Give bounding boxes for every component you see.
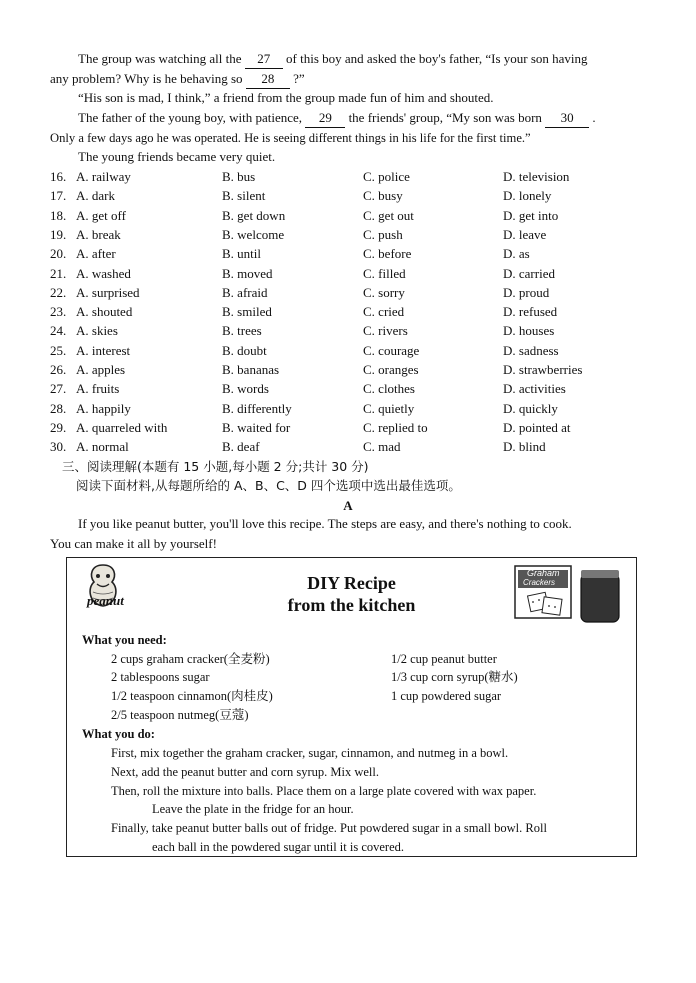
question-number: 25. — [50, 342, 67, 358]
question-number: 22. — [50, 284, 67, 300]
question-number: 21. — [50, 265, 67, 281]
option-d: D. pointed at — [503, 419, 571, 435]
option-d: D. quickly — [503, 400, 558, 416]
question-number: 24. — [50, 323, 67, 339]
question-row — [50, 206, 650, 225]
option-a: A. surprised — [76, 284, 140, 300]
option-d: D. sadness — [503, 342, 559, 358]
question-number: 19. — [50, 226, 67, 242]
question-row — [50, 360, 650, 379]
option-c: C. quietly — [363, 400, 415, 416]
option-c: C. filled — [363, 265, 406, 281]
section-title: 三、阅读理解(本题有 15 小题,每小题 2 分;共计 30 分) — [62, 459, 369, 474]
option-b: B. afraid — [222, 284, 268, 300]
story-line-4 — [78, 109, 678, 128]
option-d: D. as — [503, 246, 530, 262]
option-b: B. words — [222, 381, 269, 397]
story-line-3: “His son is mad, I think,” a friend from the group made fun of him and shouted. — [78, 90, 494, 105]
question-row — [50, 264, 650, 283]
question-row — [50, 437, 650, 456]
option-a: A. shouted — [76, 304, 133, 320]
option-a: A. fruits — [76, 381, 120, 397]
question-row — [50, 283, 650, 302]
question-number: 28. — [50, 400, 67, 416]
option-d: D. blind — [503, 439, 546, 455]
question-row — [50, 379, 650, 398]
question-number: 23. — [50, 304, 67, 320]
story-text: The group was watching all the — [78, 51, 242, 66]
option-d: D. television — [503, 169, 570, 184]
option-b: B. bananas — [222, 362, 280, 377]
option-b: B. waited for — [222, 419, 291, 435]
question-number: 18. — [50, 207, 67, 223]
option-c: C. replied to — [363, 419, 428, 435]
intro-line-2: You can make it all by yourself! — [50, 536, 217, 551]
intro-line-1: If you like peanut butter, you'll love this recipe. The steps are easy, and there's nothing to cook. — [78, 516, 572, 531]
story-text: . — [592, 110, 596, 125]
story-text: of this boy and asked the boy's father, “Is your son having — [286, 51, 588, 66]
option-b: B. doubt — [222, 342, 267, 358]
option-d: D. strawberries — [503, 362, 583, 377]
option-a: A. skies — [76, 323, 118, 339]
question-row — [50, 244, 650, 263]
step-1: First, mix together the graham cracker, sugar, cinnamon, and nutmeg in a bowl. — [111, 746, 509, 760]
blank-27: 27 — [245, 50, 283, 69]
option-c: C. before — [363, 246, 412, 262]
need-right-3: 1 cup powdered sugar — [391, 689, 502, 703]
question-number: 20. — [50, 246, 67, 262]
peanut-label: peanut — [87, 593, 124, 608]
option-c: C. mad — [363, 439, 401, 455]
option-b: B. silent — [222, 188, 266, 204]
question-row — [50, 225, 650, 244]
recipe-title-2: from the kitchen — [287, 595, 416, 615]
option-d: D. carried — [503, 265, 555, 281]
story-text: The father of the young boy, with patience, — [78, 110, 303, 125]
need-left-2: 2 tablespoons sugar — [111, 670, 210, 684]
question-row — [50, 341, 650, 360]
question-number: 16. — [50, 169, 67, 184]
option-c: C. cried — [363, 304, 405, 320]
option-b: B. until — [222, 246, 262, 262]
step-3-cont: Leave the plate in the fridge for an hour. — [152, 802, 354, 816]
blank-28: 28 — [246, 70, 290, 89]
step-3: Then, roll the mixture into balls. Place them on a large plate covered with wax paper. — [111, 784, 537, 798]
recipe-title-1: DIY Recipe — [307, 573, 396, 593]
question-row — [50, 186, 650, 205]
story-text: ?” — [293, 71, 305, 86]
question-row — [50, 321, 650, 340]
question-number: 26. — [50, 362, 67, 377]
option-a: A. after — [76, 246, 116, 262]
step-4: Finally, take peanut butter balls out of fridge. Put powdered sugar in a small bowl. Roll — [111, 821, 547, 835]
need-left-3: 1/2 teaspoon cinnamon(肉桂皮) — [111, 689, 273, 703]
option-b: B. trees — [222, 323, 262, 339]
need-left-1: 2 cups graham cracker(全麦粉) — [111, 652, 270, 666]
option-b: B. moved — [222, 265, 273, 281]
step-2: Next, add the peanut butter and corn syrup. Mix well. — [111, 765, 379, 779]
option-a: A. quarreled with — [76, 419, 168, 435]
option-a: A. normal — [76, 439, 129, 455]
option-c: C. rivers — [363, 323, 408, 339]
jar-label-1: Graham — [527, 568, 560, 578]
option-c: C. push — [363, 226, 403, 242]
question-number: 27. — [50, 381, 67, 397]
option-a: A. apples — [76, 362, 126, 377]
option-a: A. happily — [76, 400, 131, 416]
question-row — [50, 418, 650, 437]
question-row — [50, 167, 650, 186]
option-d: D. refused — [503, 304, 558, 320]
blank-30: 30 — [545, 109, 589, 128]
option-a: A. washed — [76, 265, 131, 281]
option-c: C. busy — [363, 188, 403, 204]
section-instruction: 阅读下面材料,从每题所给的 A、B、C、D 四个选项中选出最佳选项。 — [76, 478, 461, 493]
recipe-box — [66, 557, 637, 857]
passage-label: A — [343, 498, 353, 513]
option-a: A. get off — [76, 207, 126, 223]
jar-label-2: Crackers — [523, 578, 556, 587]
option-c: C. oranges — [363, 362, 419, 377]
blank-29: 29 — [305, 109, 345, 128]
do-heading: What you do: — [82, 727, 155, 741]
option-d: D. lonely — [503, 188, 552, 204]
story-text: the friends' group, “My son was born — [348, 110, 542, 125]
story-line-1 — [78, 50, 678, 69]
option-b: B. bus — [222, 169, 256, 184]
option-b: B. welcome — [222, 226, 285, 242]
question-number: 29. — [50, 419, 67, 435]
option-d: D. activities — [503, 381, 566, 397]
option-c: C. get out — [363, 207, 414, 223]
option-c: C. police — [363, 169, 410, 184]
question-row — [50, 302, 650, 321]
question-number: 30. — [50, 439, 67, 455]
story-line-6: The young friends became very quiet. — [78, 149, 276, 164]
option-d: D. houses — [503, 323, 555, 339]
question-number: 17. — [50, 188, 67, 204]
need-left-4: 2/5 teaspoon nutmeg(豆蔻) — [111, 708, 249, 722]
option-c: C. courage — [363, 342, 420, 358]
option-a: A. break — [76, 226, 121, 242]
option-a: A. dark — [76, 188, 115, 204]
option-a: A. interest — [76, 342, 131, 358]
step-4-cont: each ball in the powdered sugar until it is covered. — [152, 840, 405, 854]
option-b: B. get down — [222, 207, 286, 223]
option-d: D. get into — [503, 207, 559, 223]
need-right-2: 1/3 cup corn syrup(糖水) — [391, 670, 518, 684]
need-heading: What you need: — [82, 633, 167, 647]
option-b: B. deaf — [222, 439, 260, 455]
need-right-1: 1/2 cup peanut butter — [391, 652, 497, 666]
option-c: C. clothes — [363, 381, 415, 397]
story-line-5: Only a few days ago he was operated. He is seeing different things in his life for the first time.” — [50, 131, 531, 145]
option-d: D. leave — [503, 226, 547, 242]
story-line-2 — [50, 70, 650, 89]
option-b: B. differently — [222, 400, 292, 416]
option-c: C. sorry — [363, 284, 405, 300]
story-text: any problem? Why is he behaving so — [50, 71, 243, 86]
option-a: A. railway — [76, 169, 131, 184]
option-d: D. proud — [503, 284, 550, 300]
question-row — [50, 399, 650, 418]
option-b: B. smiled — [222, 304, 272, 320]
